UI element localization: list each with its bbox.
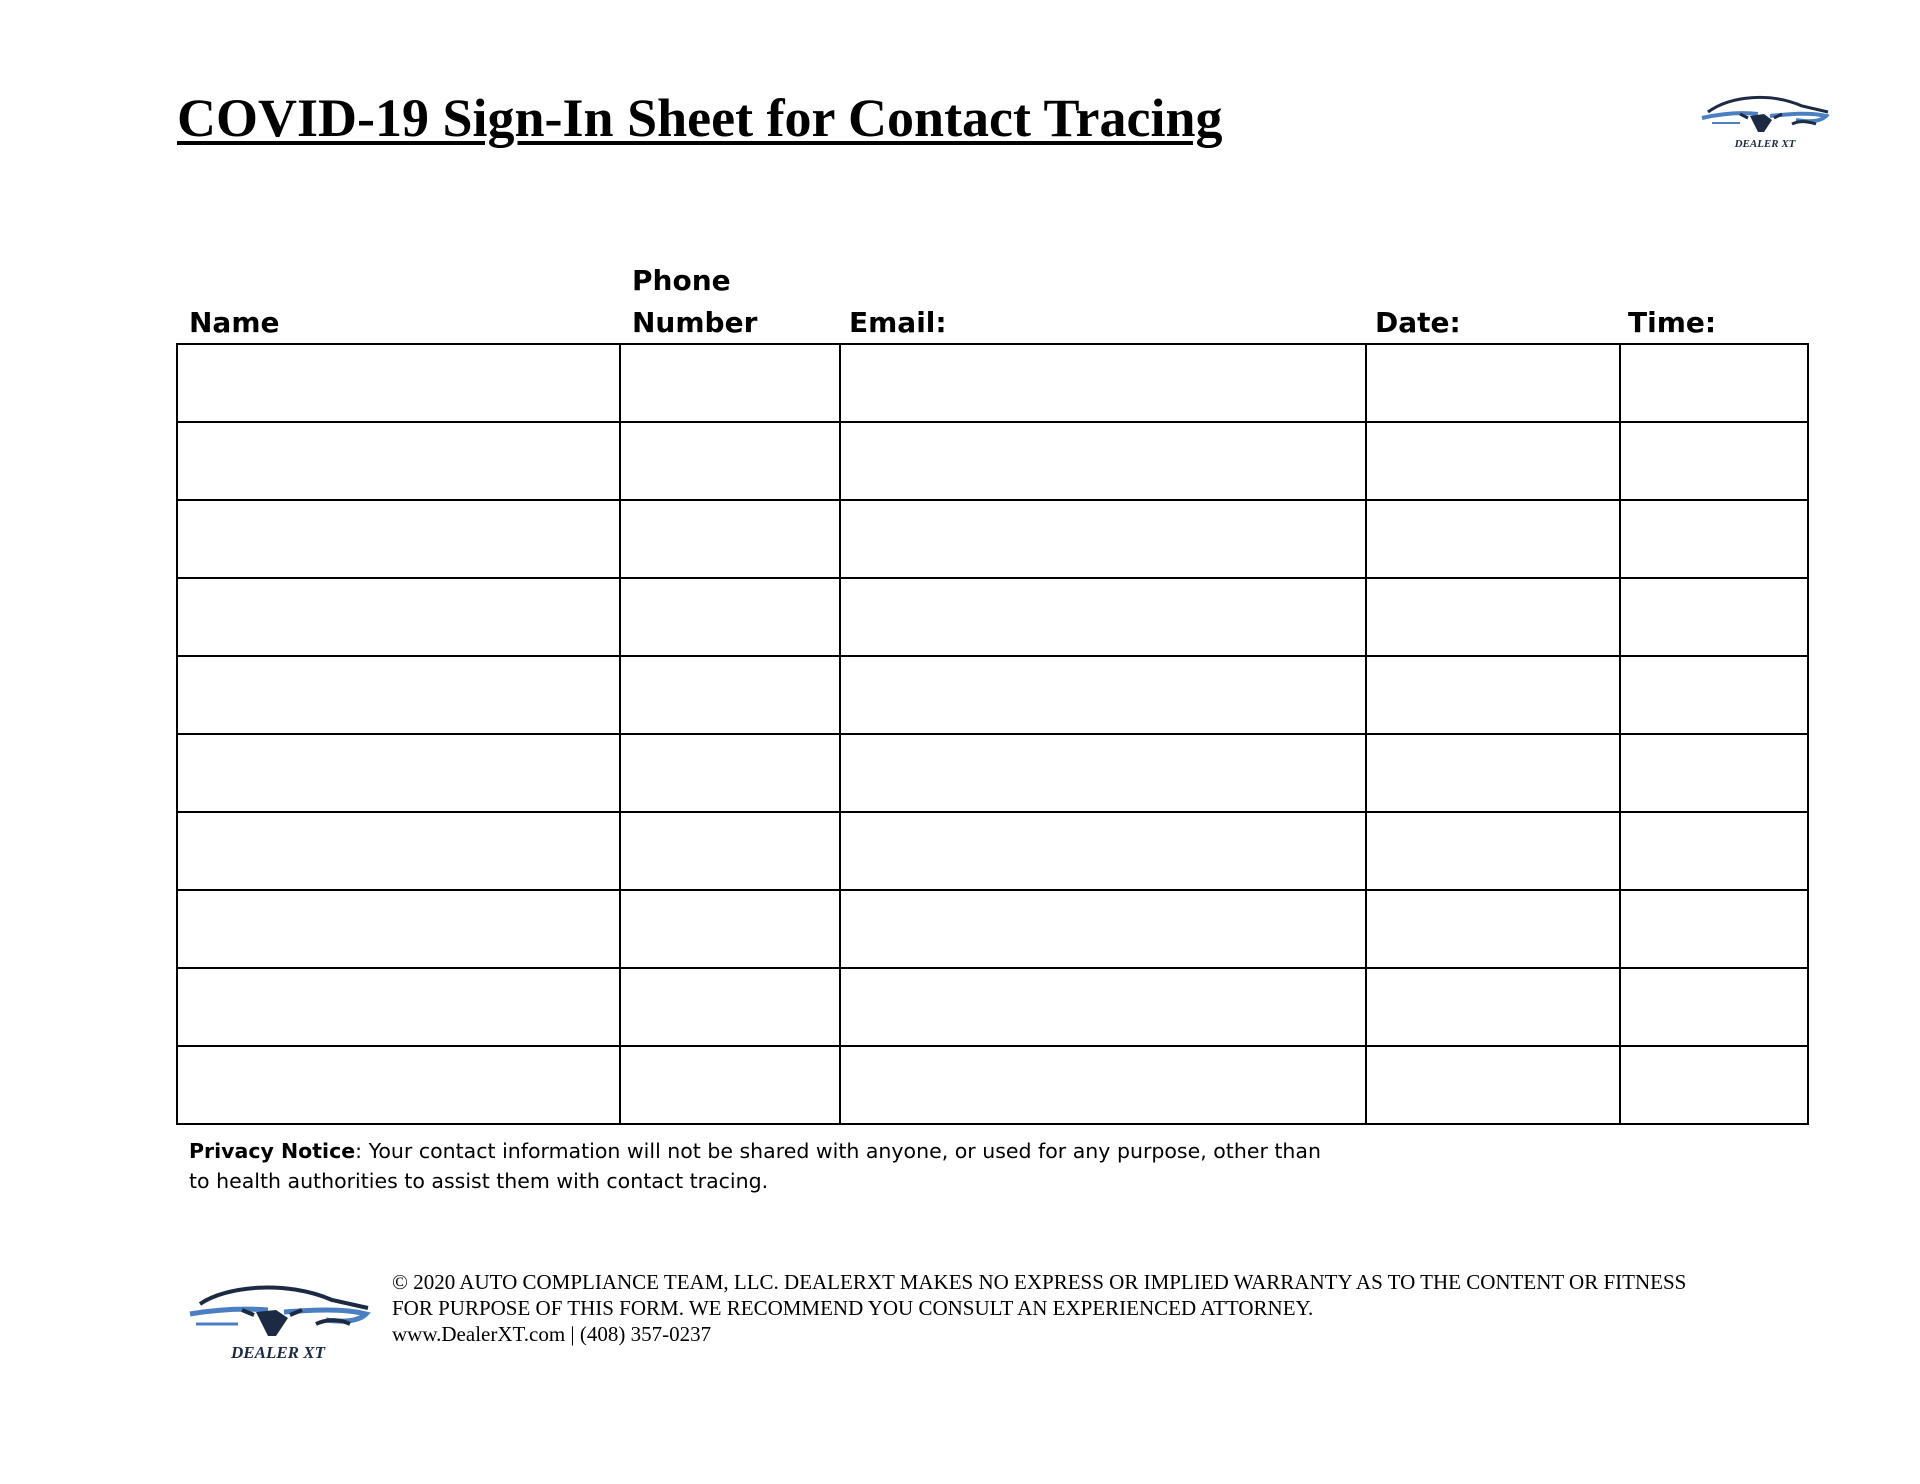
cell-name[interactable]: [177, 734, 620, 812]
column-header-time: Time:: [1628, 306, 1717, 339]
logo-footer-text: DEALER XT: [231, 1343, 325, 1362]
table-row: [177, 968, 1808, 1046]
logo-text: DEALER XT: [1734, 138, 1796, 150]
cell-email[interactable]: [840, 812, 1366, 890]
table-row: [177, 1046, 1808, 1124]
dealer-xt-logo-footer: [186, 1278, 371, 1370]
privacy-notice-text: : Your contact information will not be shared with anyone, or used for any purpose, other than to health authorities to assist them with contact tracing.: [189, 1139, 1321, 1193]
legal-line-recommendation: FOR PURPOSE OF THIS FORM. WE RECOMMEND YOU CONSULT AN EXPERIENCED ATTORNEY.: [392, 1296, 1314, 1320]
legal-line-copyright: © 2020 AUTO COMPLIANCE TEAM, LLC. DEALERXT MAKES NO EXPRESS OR IMPLIED WARRANTY AS TO THE CONTENT OR FITNESS: [392, 1270, 1687, 1294]
table-row: [177, 812, 1808, 890]
cell-name[interactable]: [177, 968, 620, 1046]
legal-line-contact: www.DealerXT.com | (408) 357-0237: [392, 1322, 712, 1346]
cell-name[interactable]: [177, 1046, 620, 1124]
cell-email[interactable]: [840, 734, 1366, 812]
cell-time[interactable]: [1620, 812, 1808, 890]
cell-email[interactable]: [840, 968, 1366, 1046]
cell-time[interactable]: [1620, 1046, 1808, 1124]
cell-time[interactable]: [1620, 344, 1808, 422]
table-row: [177, 890, 1808, 968]
cell-date[interactable]: [1366, 1046, 1620, 1124]
cell-name[interactable]: [177, 578, 620, 656]
cell-phone[interactable]: [620, 1046, 840, 1124]
cell-date[interactable]: [1366, 344, 1620, 422]
column-header-name: Name: [189, 306, 280, 339]
cell-email[interactable]: [840, 890, 1366, 968]
column-header-email: Email:: [849, 306, 947, 339]
table-row: [177, 734, 1808, 812]
cell-time[interactable]: [1620, 422, 1808, 500]
cell-date[interactable]: [1366, 734, 1620, 812]
cell-phone[interactable]: [620, 968, 840, 1046]
cell-name[interactable]: [177, 656, 620, 734]
cell-time[interactable]: [1620, 890, 1808, 968]
cell-name[interactable]: [177, 812, 620, 890]
cell-phone[interactable]: [620, 734, 840, 812]
table-row: [177, 344, 1808, 422]
cell-time[interactable]: [1620, 656, 1808, 734]
cell-name[interactable]: [177, 890, 620, 968]
cell-date[interactable]: [1366, 656, 1620, 734]
cell-email[interactable]: [840, 1046, 1366, 1124]
cell-phone[interactable]: [620, 344, 840, 422]
cell-phone[interactable]: [620, 812, 840, 890]
cell-time[interactable]: [1620, 734, 1808, 812]
column-header-phone: [632, 260, 757, 344]
cell-name[interactable]: [177, 344, 620, 422]
cell-name[interactable]: [177, 422, 620, 500]
cell-phone[interactable]: [620, 422, 840, 500]
cell-date[interactable]: [1366, 500, 1620, 578]
page-title: COVID-19 Sign-In Sheet for Contact Tracing: [177, 88, 1223, 148]
cell-time[interactable]: [1620, 968, 1808, 1046]
cell-email[interactable]: [840, 344, 1366, 422]
table-row: [177, 500, 1808, 578]
privacy-notice-label: Privacy Notice: [189, 1139, 356, 1163]
cell-email[interactable]: [840, 578, 1366, 656]
cell-phone[interactable]: [620, 890, 840, 968]
column-header-phone-line2: Number: [632, 306, 758, 339]
legal-disclaimer: [392, 1269, 1792, 1347]
column-header-phone-line1: Phone: [632, 264, 731, 297]
cell-email[interactable]: [840, 656, 1366, 734]
cell-date[interactable]: [1366, 578, 1620, 656]
cell-phone[interactable]: [620, 578, 840, 656]
sign-in-table: [176, 343, 1809, 1125]
table-row: [177, 656, 1808, 734]
cell-phone[interactable]: [620, 656, 840, 734]
cell-name[interactable]: [177, 500, 620, 578]
cell-date[interactable]: [1366, 890, 1620, 968]
cell-date[interactable]: [1366, 422, 1620, 500]
column-header-date: Date:: [1375, 306, 1461, 339]
cell-email[interactable]: [840, 500, 1366, 578]
dealer-xt-logo: [1700, 90, 1830, 155]
cell-time[interactable]: [1620, 500, 1808, 578]
table-row: [177, 578, 1808, 656]
cell-phone[interactable]: [620, 500, 840, 578]
cell-time[interactable]: [1620, 578, 1808, 656]
cell-date[interactable]: [1366, 968, 1620, 1046]
cell-date[interactable]: [1366, 812, 1620, 890]
cell-email[interactable]: [840, 422, 1366, 500]
table-row: [177, 422, 1808, 500]
privacy-notice: [189, 1136, 1329, 1196]
